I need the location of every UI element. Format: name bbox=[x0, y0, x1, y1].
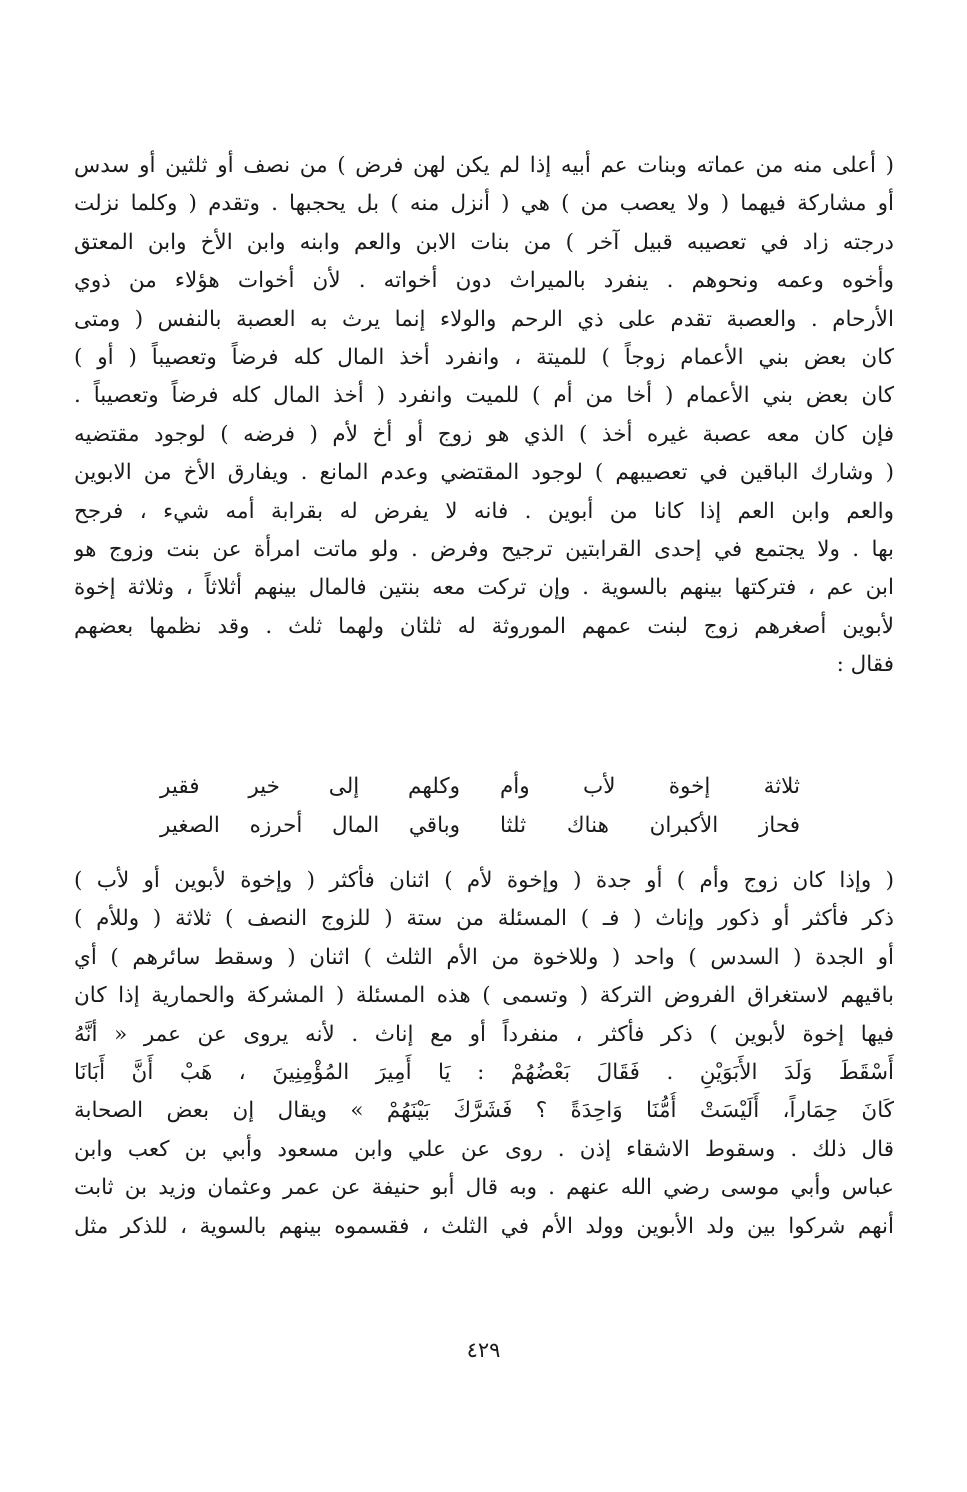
poem-first-hemistich: فحاز الأكبران هناك ثلثا bbox=[500, 813, 800, 838]
text-line: درجته زاد في تعصيبه قبيل آخر ) من بنات الابن والعم وابنه وابن الأخ وابن المعتق bbox=[74, 229, 894, 255]
text-line: والعم وابن العم إذا كانا من أبوين . فانه لا يفرض له بقرابة أمه شيء ، فرجح bbox=[74, 498, 894, 524]
text-line: فإن كان معه عصبة غيره أخذ ) الذي هو زوج أو أخ لأم ( فرضه ) لوجود مقتضيه bbox=[74, 421, 894, 447]
poem-second-hemistich: وباقي المال أحرزه الصغير bbox=[160, 813, 460, 838]
text-line: ( أعلى منه من عماته وبنات عم أبيه إذا لم يكن لهن فرض ) من نصف أو ثلثين أو سدس bbox=[74, 153, 894, 178]
poem-verse-2 bbox=[160, 807, 800, 845]
text-line: عباس وأبي موسى رضي الله عنهم . وبه قال أبو حنيفة عن عمر وعثمان وزيد بن ثابت bbox=[74, 1175, 894, 1201]
text-line: ( وشارك الباقين في تعصيبهم ) لوجود المقتضي وعدم المانع . ويفارق الأخ من الابوين bbox=[74, 460, 894, 486]
text-line: ابن عم ، فتركتها بينهم بالسوية . وإن تركت معه بنتين فالمال بينهم أثلاثاً ، وثلاثة إخوة bbox=[74, 575, 894, 601]
text-line: فقال : bbox=[836, 652, 894, 678]
text-line: فيها إخوة لأبوين ) ذكر فأكثر ، منفرداً أو مع إناث . لأنه يروى عن عمر « أنَّهُ bbox=[74, 1021, 894, 1047]
page-number: ٤٢٩ bbox=[466, 1338, 501, 1362]
text-line: ( وإذا كان زوج وأم ) أو جدة ( وإخوة لأم ) اثنان فأكثر ( وإخوة لأبوين أو لأب ) bbox=[74, 868, 894, 893]
text-line: أو مشاركة فيهما ( ولا يعصب من ) هي ( أنزل منه ) بل يحجبها . وتقدم ( وكلما نزلت bbox=[74, 191, 894, 217]
text-line: وأخوه وعمه ونحوهم . ينفرد بالميراث دون أخواته . لأن أخوات هؤلاء من ذوي bbox=[74, 268, 894, 294]
text-line: أنهم شركوا بين ولد الأبوين وولد الأم في الثلث ، فقسموه بينهم بالسوية ، للذكر مثل bbox=[74, 1213, 894, 1239]
text-line: بها . ولا يجتمع في إحدى القرابتين ترجيح وفرض . ولو ماتت امرأة عن بنت وزوج هو bbox=[74, 536, 894, 562]
poem-verse-1 bbox=[160, 768, 800, 806]
text-line: الأرحام . والعصبة تقدم على ذي الرحم والولاء إنما يرث به العصبة بالنفس ( ومتى bbox=[74, 306, 894, 332]
text-line: قال ذلك . وسقوط الاشقاء إذن . روى عن علي وابن مسعود وأبي بن كعب وابن bbox=[74, 1136, 894, 1162]
text-line: كَانَ حِمَاراً، أَلَيْسَتْ أُمُّنَا وَاحِدَةً ؟ فَشَرَّكَ بَيْنَهُمْ » ويقال إن بعض الصحابة bbox=[74, 1098, 894, 1124]
paragraph-1 bbox=[74, 147, 894, 684]
text-line: كان بعض بني الأعمام ( أخا من أم ) للميت وانفرد ( أخذ المال كله فرضاً وتعصيباً . bbox=[74, 383, 894, 409]
text-line: كان بعض بني الأعمام زوجاً ) للميتة ، وانفرد أخذ المال كله فرضاً وتعصيباً ( أو ) bbox=[74, 344, 894, 370]
text-line: أَسْقَطَ وَلَدَ الأَبَوَيْنِ . فَقَالَ بَعْضُهُمْ : يَا أَمِيرَ المُؤْمِنِينَ ، هَبْ أَنَّ أَبَانَا bbox=[74, 1059, 894, 1085]
poem-first-hemistich: ثلاثة إخوة لأب وأم bbox=[500, 774, 800, 799]
poem-second-hemistich: وكلهم إلى خير فقير bbox=[160, 774, 460, 799]
paragraph-2 bbox=[74, 862, 894, 1246]
text-line: أو الجدة ( السدس ) واحد ( وللاخوة من الأم الثلث ) اثنان ( وسقط سائرهم ) أي bbox=[74, 944, 894, 970]
text-line: لأبوين أصغرهم زوج لبنت عمهم الموروثة له ثلثان ولهما ثلث . وقد نظمها بعضهم bbox=[74, 613, 894, 639]
text-line: باقيهم لاستغراق الفروض التركة ( وتسمى ) هذه المسئلة ( المشركة والحمارية إذا كان bbox=[74, 983, 894, 1009]
text-line: ذكر فأكثر أو ذكور وإناث ( فـ ) المسئلة من ستة ( للزوج النصف ) ثلاثة ( وللأم ) bbox=[74, 906, 894, 932]
